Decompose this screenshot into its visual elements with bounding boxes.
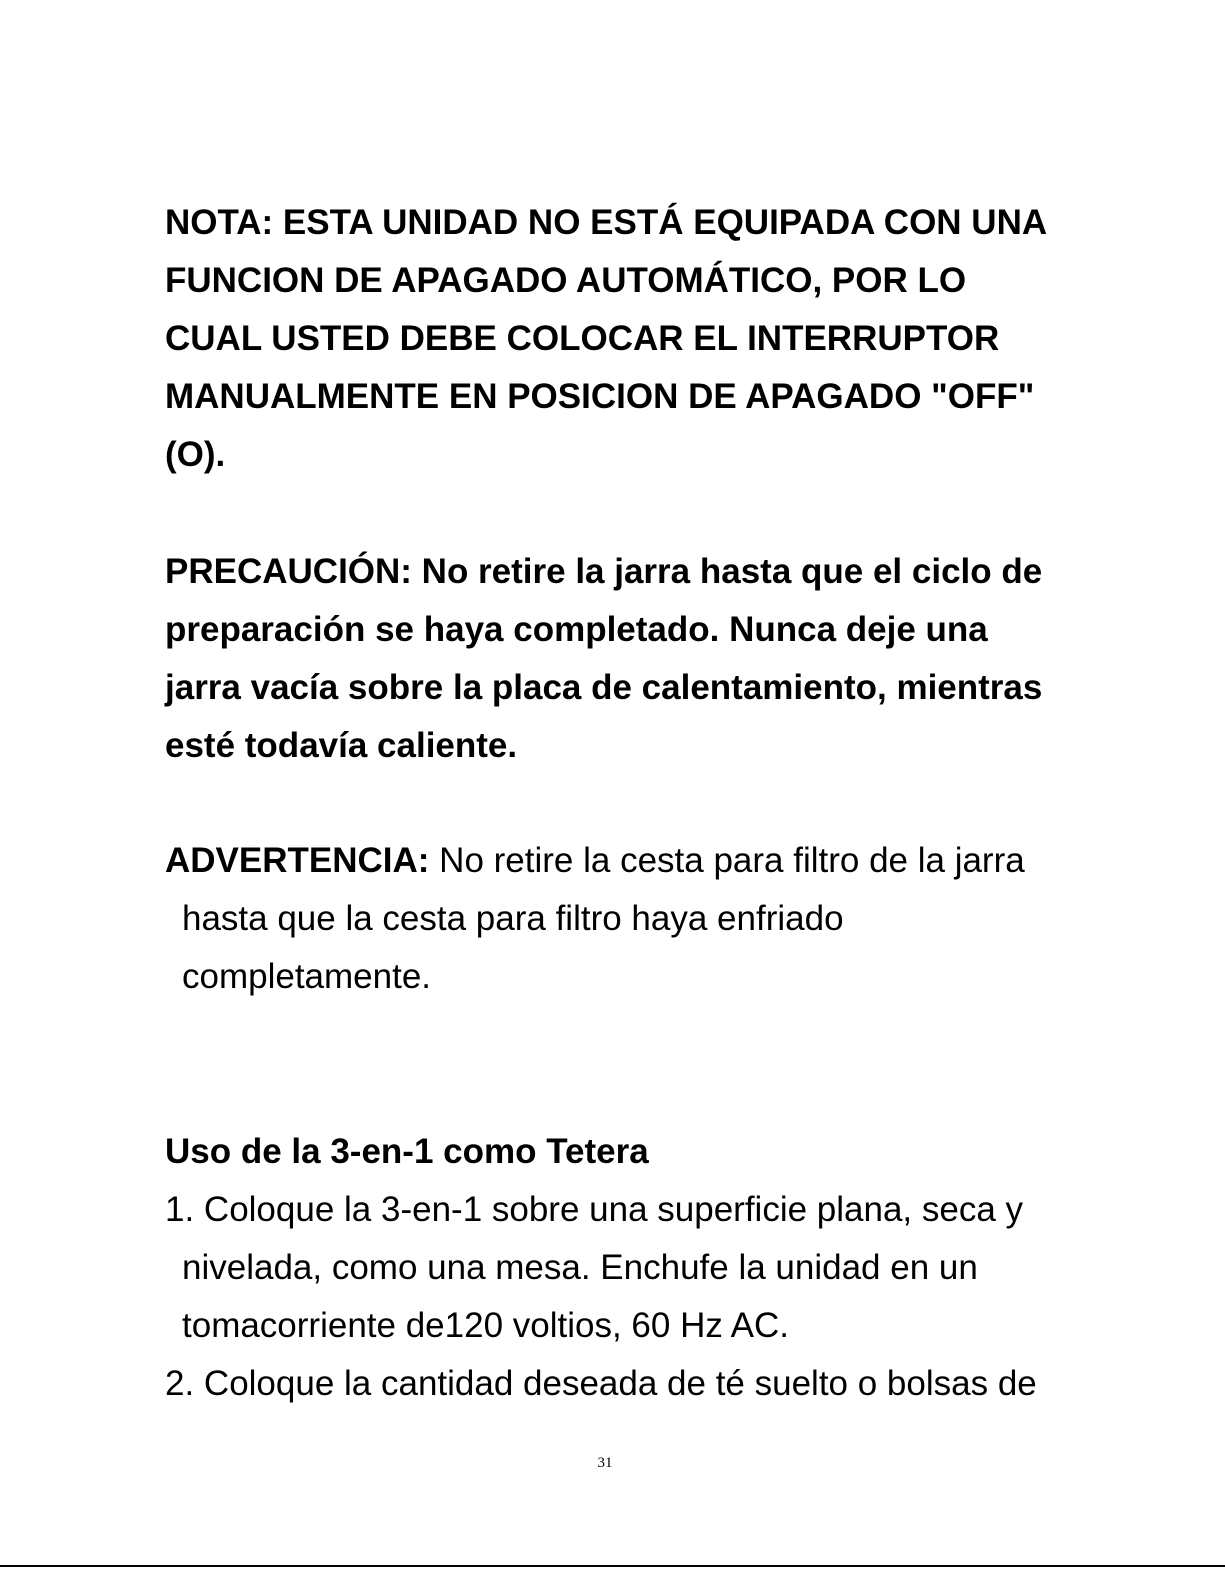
warning-paragraph: [165, 832, 1065, 1006]
note-paragraph: [165, 194, 1065, 484]
note-line: NOTA: ESTA UNIDAD NO ESTÁ EQUIPADA CON UNA: [165, 203, 1048, 242]
step-line: 2. Coloque la cantidad deseada de té suelto o bolsas de: [165, 1364, 1037, 1403]
caution-paragraph: [165, 543, 1065, 775]
warning-line: completamente.: [182, 957, 432, 996]
steps-list: [165, 1181, 1065, 1413]
bottom-divider: [0, 1565, 1225, 1567]
warning-first-line: [165, 832, 1065, 890]
note-line: CUAL USTED DEBE COLOCAR EL INTERRUPTOR: [165, 319, 1000, 358]
warning-line: hasta que la cesta para filtro haya enfriado: [182, 899, 844, 938]
caution-line: jarra vacía sobre la placa de calentamiento, mientras: [165, 668, 1043, 707]
caution-line: esté todavía caliente.: [165, 726, 518, 765]
section-title: Uso de la 3-en-1 como Tetera: [165, 1132, 649, 1171]
note-line: MANUALMENTE EN POSICION DE APAGADO "OFF": [165, 377, 1035, 416]
caution-line: preparación se haya completado. Nunca deje una: [165, 610, 988, 649]
step-line: 1. Coloque la 3-en-1 sobre una superficie plana, seca y: [165, 1190, 1024, 1229]
caution-line: PRECAUCIÓN: No retire la jarra hasta que el ciclo de: [165, 552, 1043, 591]
step-line: tomacorriente de120 voltios, 60 Hz AC.: [182, 1306, 789, 1345]
warning-text: No retire la cesta para filtro de la jarra: [429, 841, 1025, 880]
step-line: nivelada, como una mesa. Enchufe la unidad en un: [182, 1248, 978, 1287]
note-line: FUNCION DE APAGADO AUTOMÁTICO, POR LO: [165, 261, 967, 300]
note-line: (O).: [165, 435, 226, 474]
page-number: 31: [597, 1455, 613, 1471]
warning-label: ADVERTENCIA:: [165, 841, 430, 880]
